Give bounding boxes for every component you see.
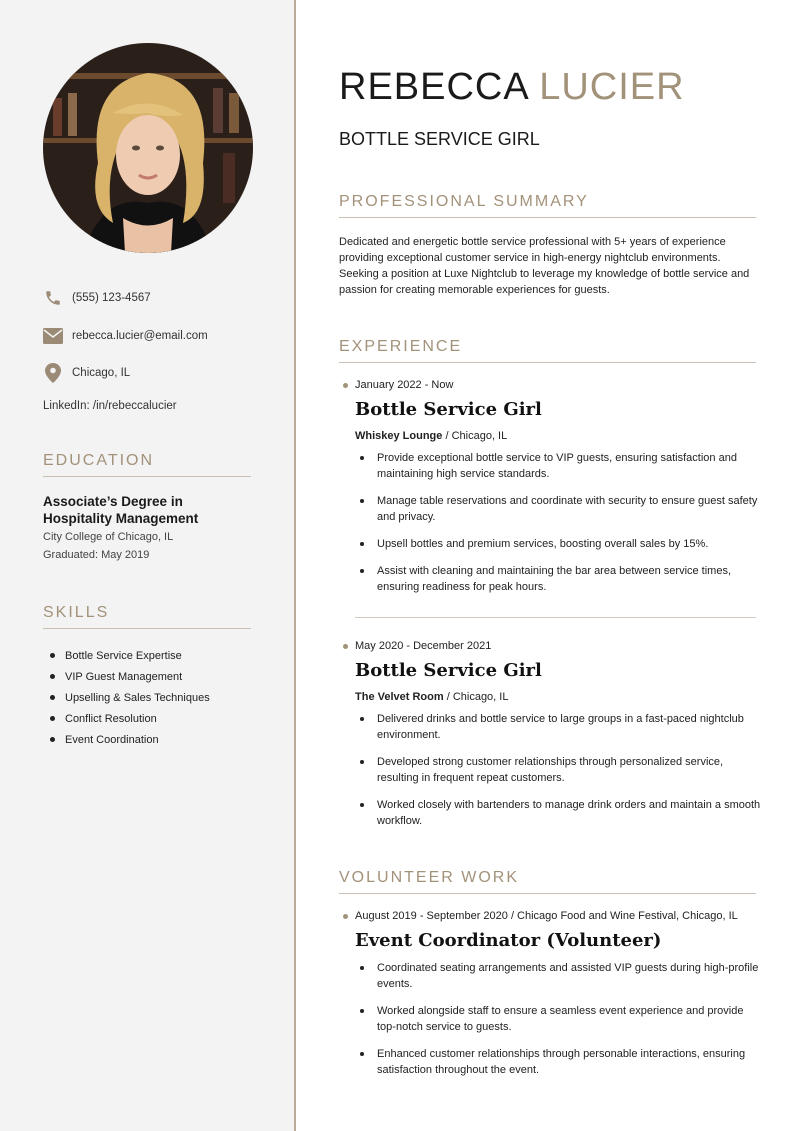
education-school: City College of Chicago, IL [43, 531, 174, 543]
education-heading: EDUCATION [43, 452, 155, 469]
summary-heading: PROFESSIONAL SUMMARY [339, 193, 589, 210]
skills-list [50, 645, 210, 750]
job-separator [355, 617, 756, 618]
bullet-dot [50, 674, 55, 679]
skills-heading: SKILLS [43, 604, 110, 621]
contact-email[interactable] [43, 326, 208, 346]
timeline-dot [343, 914, 348, 919]
skill-item: Event Coordination [50, 729, 210, 750]
list-item: Manage table reservations and coordinate with security to ensure guest safety and privacy. [360, 493, 765, 525]
summary-rule [339, 217, 756, 218]
job-title: Bottle Service Girl [355, 660, 542, 681]
skill-item: Conflict Resolution [50, 708, 210, 729]
education-graduated: Graduated: May 2019 [43, 549, 150, 561]
job-bullets [360, 450, 765, 606]
list-item: Provide exceptional bottle service to VIP guests, ensuring satisfaction and maintaining high service standards. [360, 450, 765, 482]
list-item: Upsell bottles and premium services, boosting overall sales by 15%. [360, 536, 765, 552]
profile-photo [43, 43, 253, 253]
contact-phone[interactable] [43, 288, 151, 308]
list-item: Coordinated seating arrangements and assisted VIP guests during high-profile events. [360, 960, 765, 992]
bullet-dot [50, 737, 55, 742]
company-name: Whiskey Lounge [355, 430, 443, 442]
phone-text: (555) 123-4567 [72, 292, 151, 304]
job-company [355, 430, 507, 442]
skill-item: VIP Guest Management [50, 666, 210, 687]
volunteer-rule [339, 893, 756, 894]
list-item: Delivered drinks and bottle service to large groups in a fast-paced nightclub environment. [360, 711, 765, 743]
first-name: REBECCA [339, 66, 528, 108]
location-text: Chicago, IL [72, 367, 131, 379]
timeline-dot [343, 644, 348, 649]
job-title-header: BOTTLE SERVICE GIRL [339, 129, 540, 149]
education-degree: Associate’s Degree in Hospitality Management [43, 494, 199, 526]
job-company [355, 691, 508, 703]
company-name: The Velvet Room [355, 691, 444, 703]
job-title: Bottle Service Girl [355, 399, 542, 420]
candidate-name [339, 66, 685, 109]
summary-text: Dedicated and energetic bottle service professional with 5+ years of experience providing exceptional customer service in high-energy nightclub environments. Seeking a position at Luxe Nightclub to leverage my knowledge of bottle service and passion for creating memorable experiences for guests. [339, 236, 750, 296]
last-name: LUCIER [539, 66, 685, 108]
phone-icon [43, 288, 63, 308]
job-dates: May 2020 - December 2021 [343, 640, 491, 652]
timeline-dot [343, 383, 348, 388]
job-dates: January 2022 - Now [343, 379, 453, 391]
list-item: Enhanced customer relationships through personable interactions, ensuring satisfaction throughout the event. [360, 1046, 765, 1078]
bullet-dot [50, 653, 55, 658]
skill-item: Upselling & Sales Techniques [50, 687, 210, 708]
company-location: / Chicago, IL [445, 430, 508, 442]
volunteer-title: Event Coordinator (Volunteer) [355, 930, 662, 951]
list-item: Assist with cleaning and maintaining the bar area between service times, ensuring readiness for peak hours. [360, 563, 765, 595]
volunteer-dates: August 2019 - September 2020 / Chicago Food and Wine Festival, Chicago, IL [343, 910, 738, 922]
education-rule [43, 476, 251, 477]
list-item: Worked closely with bartenders to manage drink orders and maintain a smooth workflow. [360, 797, 765, 829]
list-item: Worked alongside staff to ensure a seamless event experience and provide top-notch service to guests. [360, 1003, 765, 1035]
contact-location [43, 363, 130, 383]
volunteer-bullets [360, 960, 765, 1089]
bullet-dot [50, 695, 55, 700]
envelope-icon [43, 326, 63, 346]
map-pin-icon [43, 363, 63, 383]
volunteer-heading: VOLUNTEER WORK [339, 869, 520, 886]
skill-item: Bottle Service Expertise [50, 645, 210, 666]
list-item: Developed strong customer relationships through personalized service, resulting in frequent repeat customers. [360, 754, 765, 786]
linkedin-link[interactable]: LinkedIn: /in/rebeccalucier [43, 400, 177, 412]
experience-heading: EXPERIENCE [339, 338, 463, 355]
skills-rule [43, 628, 251, 629]
experience-rule [339, 362, 756, 363]
job-bullets [360, 711, 765, 840]
bullet-dot [50, 716, 55, 721]
email-text: rebecca.lucier@email.com [72, 330, 208, 342]
vertical-divider [294, 0, 296, 1131]
company-location: / Chicago, IL [446, 691, 509, 703]
